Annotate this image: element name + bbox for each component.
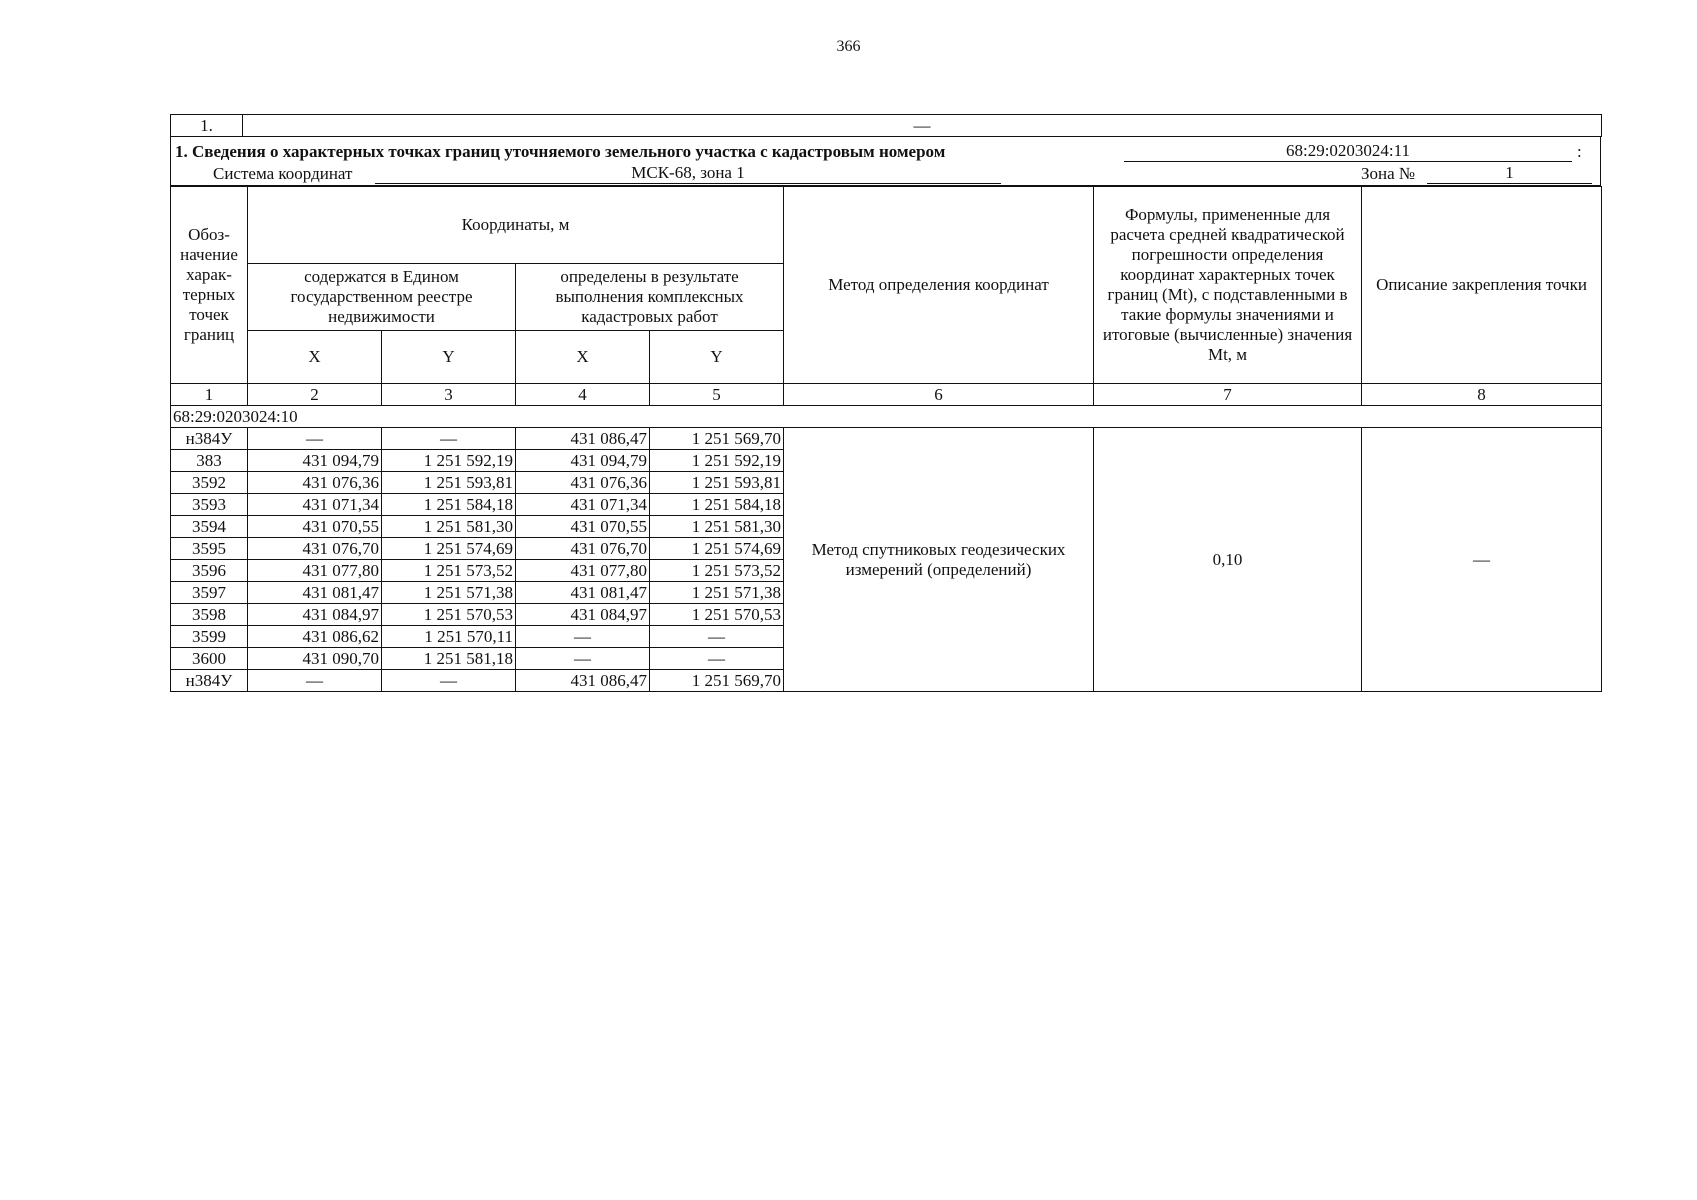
- egrn-y: 1 251 581,30: [382, 516, 516, 538]
- egrn-y: 1 251 570,53: [382, 604, 516, 626]
- egrn-x: 431 094,79: [248, 450, 382, 472]
- egrn-y: 1 251 574,69: [382, 538, 516, 560]
- works-x: 431 071,34: [516, 494, 650, 516]
- header-y-egrn: Y: [382, 331, 516, 384]
- header-egrn: содержатся в Едином государственном реестре недвижимости: [248, 264, 516, 331]
- column-number: 2: [248, 384, 382, 406]
- document-form: [170, 114, 1601, 692]
- works-x: 431 076,36: [516, 472, 650, 494]
- coord-system-value: МСК-68, зона 1: [375, 163, 1001, 184]
- header-formulas: Формулы, примененные для расчета средней квадратической погрешности определения координат характерных точек границ (Mt), с подставленными в такие формулы значениями и итоговые (вычисленные) значения Mt, м: [1094, 187, 1362, 384]
- works-x: 431 076,70: [516, 538, 650, 560]
- column-number: 7: [1094, 384, 1362, 406]
- works-x: —: [516, 648, 650, 670]
- point-id: 3600: [171, 648, 248, 670]
- header-x-egrn: X: [248, 331, 382, 384]
- egrn-x: 431 076,70: [248, 538, 382, 560]
- point-id: н384У: [171, 670, 248, 692]
- point-id: 383: [171, 450, 248, 472]
- point-id: 3595: [171, 538, 248, 560]
- column-number: 5: [650, 384, 784, 406]
- works-y: —: [650, 626, 784, 648]
- header-coordinates: Координаты, м: [248, 187, 784, 264]
- works-x: 431 094,79: [516, 450, 650, 472]
- egrn-y: 1 251 581,18: [382, 648, 516, 670]
- top-row-value: —: [243, 115, 1602, 137]
- table-row: [171, 428, 1602, 450]
- works-y: 1 251 569,70: [650, 428, 784, 450]
- egrn-y: 1 251 592,19: [382, 450, 516, 472]
- section-header: [170, 137, 1601, 186]
- section-title: 1. Сведения о характерных точках границ уточняемого земельного участка с кадастровым номером: [175, 142, 946, 161]
- egrn-x: 431 070,55: [248, 516, 382, 538]
- egrn-x: 431 081,47: [248, 582, 382, 604]
- egrn-y: —: [382, 670, 516, 692]
- zone-value: 1: [1427, 163, 1592, 184]
- works-x: 431 077,80: [516, 560, 650, 582]
- method-value: Метод спутниковых геодезических измерений (определений): [784, 428, 1094, 692]
- works-x: —: [516, 626, 650, 648]
- works-y: 1 251 593,81: [650, 472, 784, 494]
- point-id: 3596: [171, 560, 248, 582]
- works-x: 431 084,97: [516, 604, 650, 626]
- mt-value: 0,10: [1094, 428, 1362, 692]
- header-method: Метод определения координат: [784, 187, 1094, 384]
- works-y: 1 251 570,53: [650, 604, 784, 626]
- top-row-index: 1.: [171, 115, 243, 137]
- works-x: 431 086,47: [516, 428, 650, 450]
- works-x: 431 086,47: [516, 670, 650, 692]
- point-id: 3597: [171, 582, 248, 604]
- egrn-y: 1 251 573,52: [382, 560, 516, 582]
- column-number: 1: [171, 384, 248, 406]
- works-y: 1 251 574,69: [650, 538, 784, 560]
- cadastral-number: 68:29:0203024:11: [1124, 141, 1572, 162]
- description-value: —: [1362, 428, 1602, 692]
- top-row-table: [170, 114, 1602, 137]
- egrn-x: 431 084,97: [248, 604, 382, 626]
- group-label: 68:29:0203024:10: [171, 406, 1602, 428]
- point-id: 3594: [171, 516, 248, 538]
- egrn-y: 1 251 593,81: [382, 472, 516, 494]
- point-id: 3598: [171, 604, 248, 626]
- works-x: 431 081,47: [516, 582, 650, 604]
- works-x: 431 070,55: [516, 516, 650, 538]
- column-number: 8: [1362, 384, 1602, 406]
- point-id: 3593: [171, 494, 248, 516]
- works-y: 1 251 569,70: [650, 670, 784, 692]
- egrn-y: 1 251 571,38: [382, 582, 516, 604]
- point-id: н384У: [171, 428, 248, 450]
- egrn-x: 431 086,62: [248, 626, 382, 648]
- header-description: Описание закрепления точки: [1362, 187, 1602, 384]
- egrn-x: 431 090,70: [248, 648, 382, 670]
- egrn-x: 431 071,34: [248, 494, 382, 516]
- points-table: [170, 186, 1602, 692]
- egrn-x: 431 077,80: [248, 560, 382, 582]
- column-number: 6: [784, 384, 1094, 406]
- header-x-works: X: [516, 331, 650, 384]
- header-y-works: Y: [650, 331, 784, 384]
- column-number: 4: [516, 384, 650, 406]
- works-y: —: [650, 648, 784, 670]
- point-id: 3592: [171, 472, 248, 494]
- works-y: 1 251 573,52: [650, 560, 784, 582]
- egrn-x: —: [248, 428, 382, 450]
- header-designation: Обоз-начение харак-терных точек границ: [171, 187, 248, 384]
- coord-system-label: Система координат: [213, 164, 353, 183]
- egrn-y: 1 251 570,11: [382, 626, 516, 648]
- works-y: 1 251 581,30: [650, 516, 784, 538]
- egrn-y: —: [382, 428, 516, 450]
- point-id: 3599: [171, 626, 248, 648]
- header-cadastral-works: определены в результате выполнения комплексных кадастровых работ: [516, 264, 784, 331]
- page-number: 366: [836, 38, 861, 55]
- works-y: 1 251 592,19: [650, 450, 784, 472]
- egrn-y: 1 251 584,18: [382, 494, 516, 516]
- egrn-x: 431 076,36: [248, 472, 382, 494]
- zone-label: Зона №: [1361, 164, 1416, 183]
- title-colon: :: [1577, 142, 1582, 161]
- works-y: 1 251 571,38: [650, 582, 784, 604]
- column-number: 3: [382, 384, 516, 406]
- egrn-x: —: [248, 670, 382, 692]
- works-y: 1 251 584,18: [650, 494, 784, 516]
